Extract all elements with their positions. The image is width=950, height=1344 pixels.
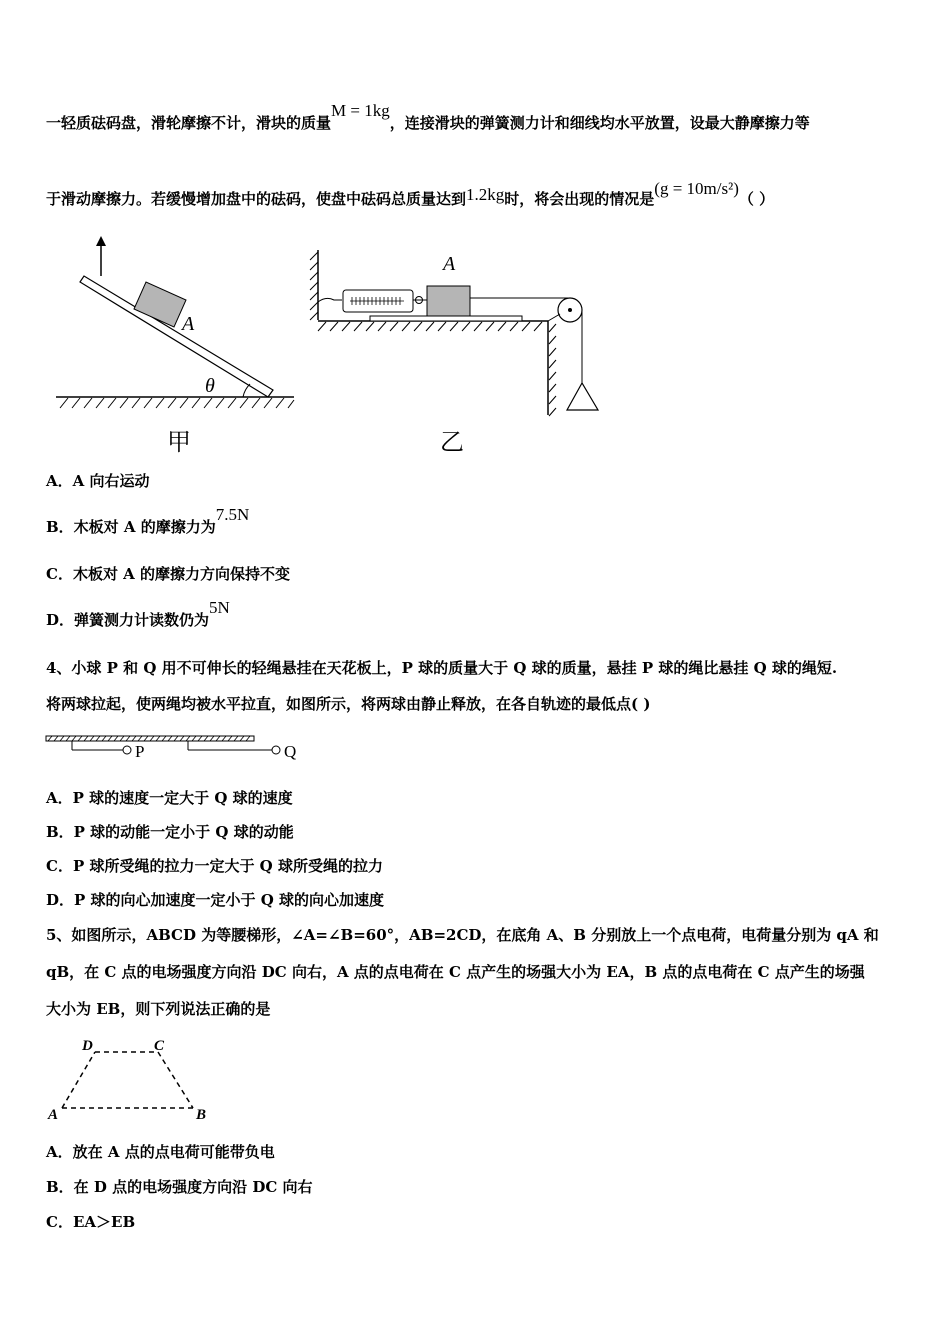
q3-option-b-value: 7.5N: [215, 505, 250, 524]
q5-line-3: 大小为 EB，则下列说法正确的是: [46, 1000, 271, 1018]
q3-option-a-text: A．A 向右运动: [46, 472, 150, 490]
q4-option-b: B．P 球的动能一定小于 Q 球的动能: [46, 823, 294, 841]
q4-line-1: 4、小球 P 和 Q 用不可伸长的轻绳悬挂在天花板上，P 球的质量大于 Q 球的质量，悬挂 P 球的绳比悬挂 Q 球的绳短.: [46, 659, 838, 677]
fig-yi-caption: 乙: [440, 430, 464, 456]
q3-option-b-text: B．木板对 A 的摩擦力为: [46, 518, 216, 536]
q4-fig-label-q: Q: [284, 742, 297, 761]
q4-line-2: 将两球拉起，使两绳均被水平拉直，如图所示，将两球由静止释放，在各自轨迹的最低点( ): [46, 695, 651, 713]
q3-line2-mid: 时，将会出现的情况是: [504, 190, 655, 208]
fig-jia-angle-label: θ: [205, 375, 215, 397]
q3-mass-formula: M = 1kg: [331, 101, 390, 120]
q5-fig-label-c: C: [154, 1038, 165, 1054]
q5-fig-label-b: B: [196, 1107, 207, 1123]
fig-yi-label-a: A: [443, 253, 456, 275]
q5-line-1: 5、如图所示，ABCD 为等腰梯形，∠A=∠B=60°，AB=2CD，在底角 A、B 分别放上一个点电荷，电荷量分别为 qA 和: [46, 926, 879, 944]
fig-jia-label-a: A: [182, 313, 195, 335]
q3-line1-text: 一轻质砝码盘，滑轮摩擦不计，滑块的质量: [46, 114, 332, 132]
q3-weight-formula: 1.2kg: [466, 185, 505, 204]
q4-option-a: A．P 球的速度一定大于 Q 球的速度: [46, 789, 293, 807]
q4-fig-label-p: P: [135, 742, 145, 761]
q3-line2-text: 于滑动摩擦力。若缓慢增加盘中的砝码，使盘中砝码总质量达到: [46, 190, 467, 208]
q4-option-c: C．P 球所受绳的拉力一定大于 Q 球所受绳的拉力: [46, 857, 383, 875]
q3-answer-brackets: （ ）: [738, 190, 775, 208]
fig-jia-caption: 甲: [167, 430, 191, 456]
q5-fig-label-d: D: [82, 1038, 93, 1054]
q5-option-a: A．放在 A 点的点电荷可能带负电: [46, 1143, 275, 1161]
q3-option-c-text: C．木板对 A 的摩擦力方向保持不变: [46, 565, 291, 583]
q5-fig-label-a: A: [48, 1107, 59, 1123]
q5-option-c: C．EA＞EB: [46, 1213, 136, 1231]
q3-option-d-text: D．弹簧测力计读数仍为: [46, 611, 210, 629]
q5-option-b: B．在 D 点的电场强度方向沿 DC 向右: [46, 1178, 313, 1196]
q3-line1-text-2: ，连接滑块的弹簧测力计和细线均水平放置，设最大静摩擦力等: [389, 114, 810, 132]
q5-line-2: qB，在 C 点的电场强度方向沿 DC 向右，A 点的点电荷在 C 点产生的场强大小为 EA，B 点的点电荷在 C 点产生的场强: [46, 963, 865, 981]
q3-option-d-value: 5N: [209, 598, 230, 617]
q3-g-formula: (g = 10m/s²): [654, 179, 739, 198]
q4-option-d: D．P 球的向心加速度一定小于 Q 球的向心加速度: [46, 891, 385, 909]
